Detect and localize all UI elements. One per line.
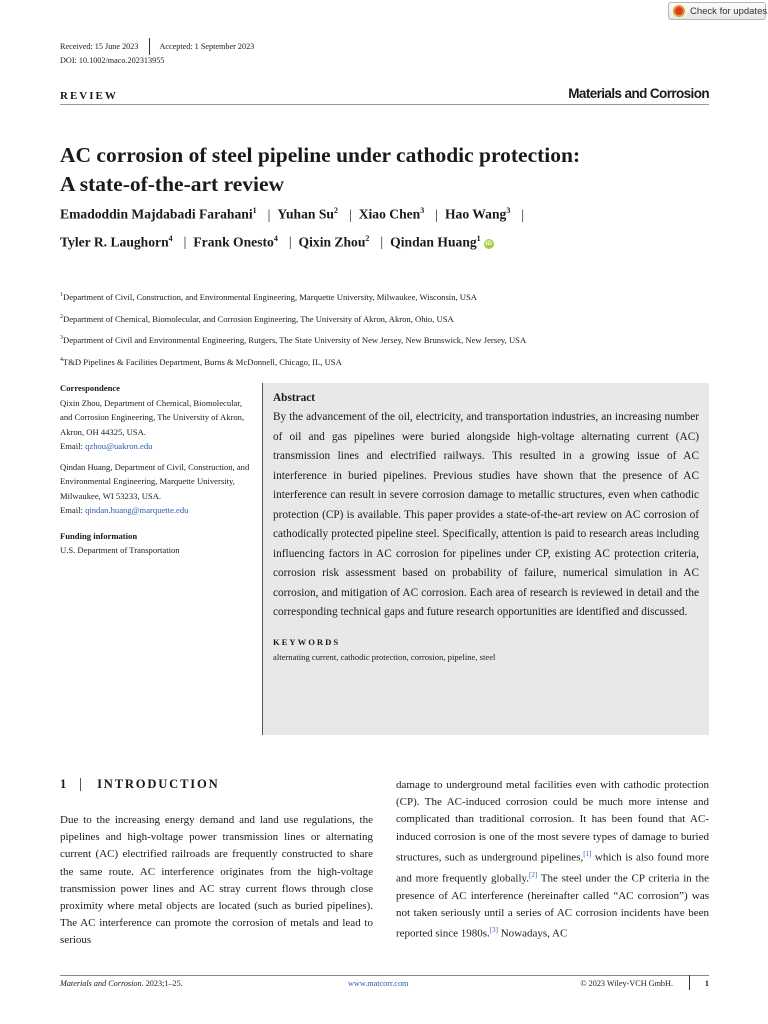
crossmark-icon xyxy=(673,5,685,17)
correspondence-contact xyxy=(60,460,256,518)
correspondence-contact xyxy=(60,396,256,454)
contact-address: Qixin Zhou, Department of Chemical, Biomolecular, and Corrosion Engineering, The University of Akron, Akron, OH 44325, USA. xyxy=(60,397,245,437)
section-heading xyxy=(60,777,219,792)
author-name: Xiao Chen xyxy=(358,206,421,222)
author-name: Frank Onesto xyxy=(193,234,274,250)
copyright-notice: © 2023 Wiley-VCH GmbH. xyxy=(580,979,673,988)
check-for-updates-button[interactable] xyxy=(668,2,766,20)
keywords-text: alternating current, cathodic protection, corrosion, pipeline, steel xyxy=(273,651,496,662)
date-separator xyxy=(149,38,150,55)
footer-citation xyxy=(60,979,183,988)
received-date: Received: 15 June 2023 xyxy=(60,42,139,51)
affiliation-number: 2 xyxy=(60,313,63,320)
affiliations xyxy=(60,286,720,372)
author-name: Yuhan Su xyxy=(277,206,334,222)
funding-text: U.S. Department of Transportation xyxy=(60,545,180,555)
correspondence-heading: Correspondence xyxy=(60,383,120,393)
accepted-date: Accepted: 1 September 2023 xyxy=(159,42,255,51)
footer-journal: Materials and Corrosion. xyxy=(60,979,144,988)
affiliation-item xyxy=(60,329,720,351)
footer-divider xyxy=(60,975,709,976)
author-name: Qindan Huang xyxy=(390,234,477,250)
title-line-2: A state-of-the-art review xyxy=(60,172,285,196)
orcid-icon[interactable]: iD xyxy=(485,240,492,248)
funding-heading: Funding information xyxy=(60,530,138,541)
article-title xyxy=(60,141,740,199)
author-name: Emadoddin Majdabadi Farahani xyxy=(60,206,253,222)
affiliation-item xyxy=(60,308,720,330)
affiliation-item xyxy=(60,286,720,308)
affiliation-text: Department of Civil, Construction, and Environmental Engineering, Marquette University, Milwaukee, Wisconsin, USA xyxy=(63,291,477,302)
affiliation-number: 4 xyxy=(60,356,63,363)
section-title: INTRODUCTION xyxy=(97,777,220,791)
title-line-1: AC corrosion of steel pipeline under cathodic protection: xyxy=(60,143,581,167)
page-footer xyxy=(60,979,709,993)
author-name: Tyler R. Laughorn xyxy=(60,234,169,250)
body-text-fragment: damage to underground metal facilities even with cathodic protection (CP). The AC-induced corrosion could be much more intense and complicated than traditional corrosion. It has been found that AC-induced corrosion is one of the most severe types of damage to buried structures, such as underground pipelines, xyxy=(396,779,709,864)
header-divider xyxy=(60,104,709,105)
author-separator: | xyxy=(183,234,187,250)
citation-link[interactable]: [3] xyxy=(489,925,498,934)
email-label: Email: xyxy=(60,505,83,515)
doi: DOI: 10.1002/maco.202313955 xyxy=(60,56,165,65)
author-separator: | xyxy=(288,234,292,250)
author-separator: | xyxy=(521,206,525,222)
affiliation-marker: 2 xyxy=(333,206,338,215)
page-number: 1 xyxy=(704,979,709,988)
author-separator: | xyxy=(267,206,271,222)
citation-link[interactable]: [1] xyxy=(583,849,592,858)
affiliation-marker: 3 xyxy=(506,206,511,215)
affiliation-text: Department of Chemical, Biomolecular, and Corrosion Engineering, The University of Akron, Akron, Ohio, USA xyxy=(63,313,454,324)
correspondence-sidebar xyxy=(60,381,256,558)
footer-separator xyxy=(689,975,690,990)
author-separator: | xyxy=(435,206,438,222)
body-text-fragment: The steel under the CP criteria in the presence of AC interference (hereinafter called “AC corrosion”) was not taken seriously until a series of AC corrosion incidents have been reported since 1980s. xyxy=(396,872,709,940)
email-link[interactable]: qzhou@uakron.edu xyxy=(85,441,153,451)
affiliation-marker: 3 xyxy=(420,206,425,215)
journal-name: Materials and Corrosion xyxy=(568,86,709,101)
affiliation-text: Department of Civil and Environmental Engineering, Rutgers, The State University of New Jersey, New Brunswick, New Jersey, USA xyxy=(63,334,527,345)
abstract-panel xyxy=(262,383,709,735)
footer-year-pages: 2023;1–25. xyxy=(143,979,183,988)
affiliation-number: 3 xyxy=(60,335,63,342)
article-dates xyxy=(60,38,254,55)
author-line-2 xyxy=(60,227,720,255)
abstract-heading: Abstract xyxy=(273,392,316,404)
body-text-fragment: which is also found more and more frequently globally. xyxy=(396,851,709,885)
affiliation-marker: 1 xyxy=(476,233,481,243)
contact-address: Qindan Huang, Department of Civil, Construction, and Environmental Engineering, Marquette University, Milwaukee, WI 53233, USA. xyxy=(60,461,250,501)
journal-url-link[interactable]: www.matcorr.com xyxy=(348,979,409,988)
author-separator: | xyxy=(380,234,384,250)
affiliation-marker: 4 xyxy=(273,233,278,243)
author-name: Hao Wang xyxy=(444,206,507,222)
affiliation-number: 1 xyxy=(60,292,63,298)
author-name: Qixin Zhou xyxy=(298,234,366,250)
author-list xyxy=(60,199,720,254)
affiliation-marker: 2 xyxy=(365,233,370,243)
body-text-left: Due to the increasing energy demand and land use regulations, the pipelines and high-voltage power transmission lines or alternating current (AC) electrified railroads are frequently constructed to share the same route. AC interference originates from the high-voltage transmission power lines and AC stray current flows through close proximity where metal objects are located (such as buried pipelines). The AC interference can promote the corrosion of metals and lead to serious xyxy=(60,814,373,947)
affiliation-marker: 4 xyxy=(168,233,173,243)
affiliation-text: T&D Pipelines & Facilities Department, Burns & McDonnell, Chicago, IL, USA xyxy=(63,356,342,367)
section-number: 1 xyxy=(60,777,69,791)
section-separator xyxy=(80,778,81,791)
body-text-fragment: Nowadays, AC xyxy=(497,927,568,940)
article-type-label: REVIEW xyxy=(60,90,118,102)
citation-link[interactable]: [2] xyxy=(529,870,538,879)
affiliation-marker: 1 xyxy=(252,206,257,215)
abstract-text: By the advancement of the oil, electricity, and transportation industries, an increasing number of oil and gas pipelines were buried alongside high-voltage alternating current (AC) transmission lines and electrified railways. This resulted in a growing issue of AC interference in buried pipelines. Previous studies have shown that the presence of AC interference can result in severe corrosion damage to metallic structures, even when cathodic protection (CP) is available. This paper provides a state-of-the-art review on AC corrosion of cathodically protected pipeline steel. Specifically, attention is paid to research areas including influencing factors in AC corrosion for pipelines under CP, existing AC protection criteria, corrosion risk assessment based on probability of failure, numerical simulation in AC corrosion, and mitigation of AC corrosion. Each area of research is reviewed in detail and the corresponding technical gaps and future research opportunities are identified and discussed. xyxy=(273,411,699,618)
author-separator: | xyxy=(348,206,352,222)
check-for-updates-label: Check for updates xyxy=(690,5,768,17)
email-link[interactable]: qindan.huang@marquette.edu xyxy=(85,505,189,515)
email-label: Email: xyxy=(60,441,83,451)
keywords-heading: KEYWORDS xyxy=(273,636,341,647)
author-line-1 xyxy=(60,199,720,227)
body-text-right xyxy=(396,777,709,943)
affiliation-item xyxy=(60,351,720,373)
